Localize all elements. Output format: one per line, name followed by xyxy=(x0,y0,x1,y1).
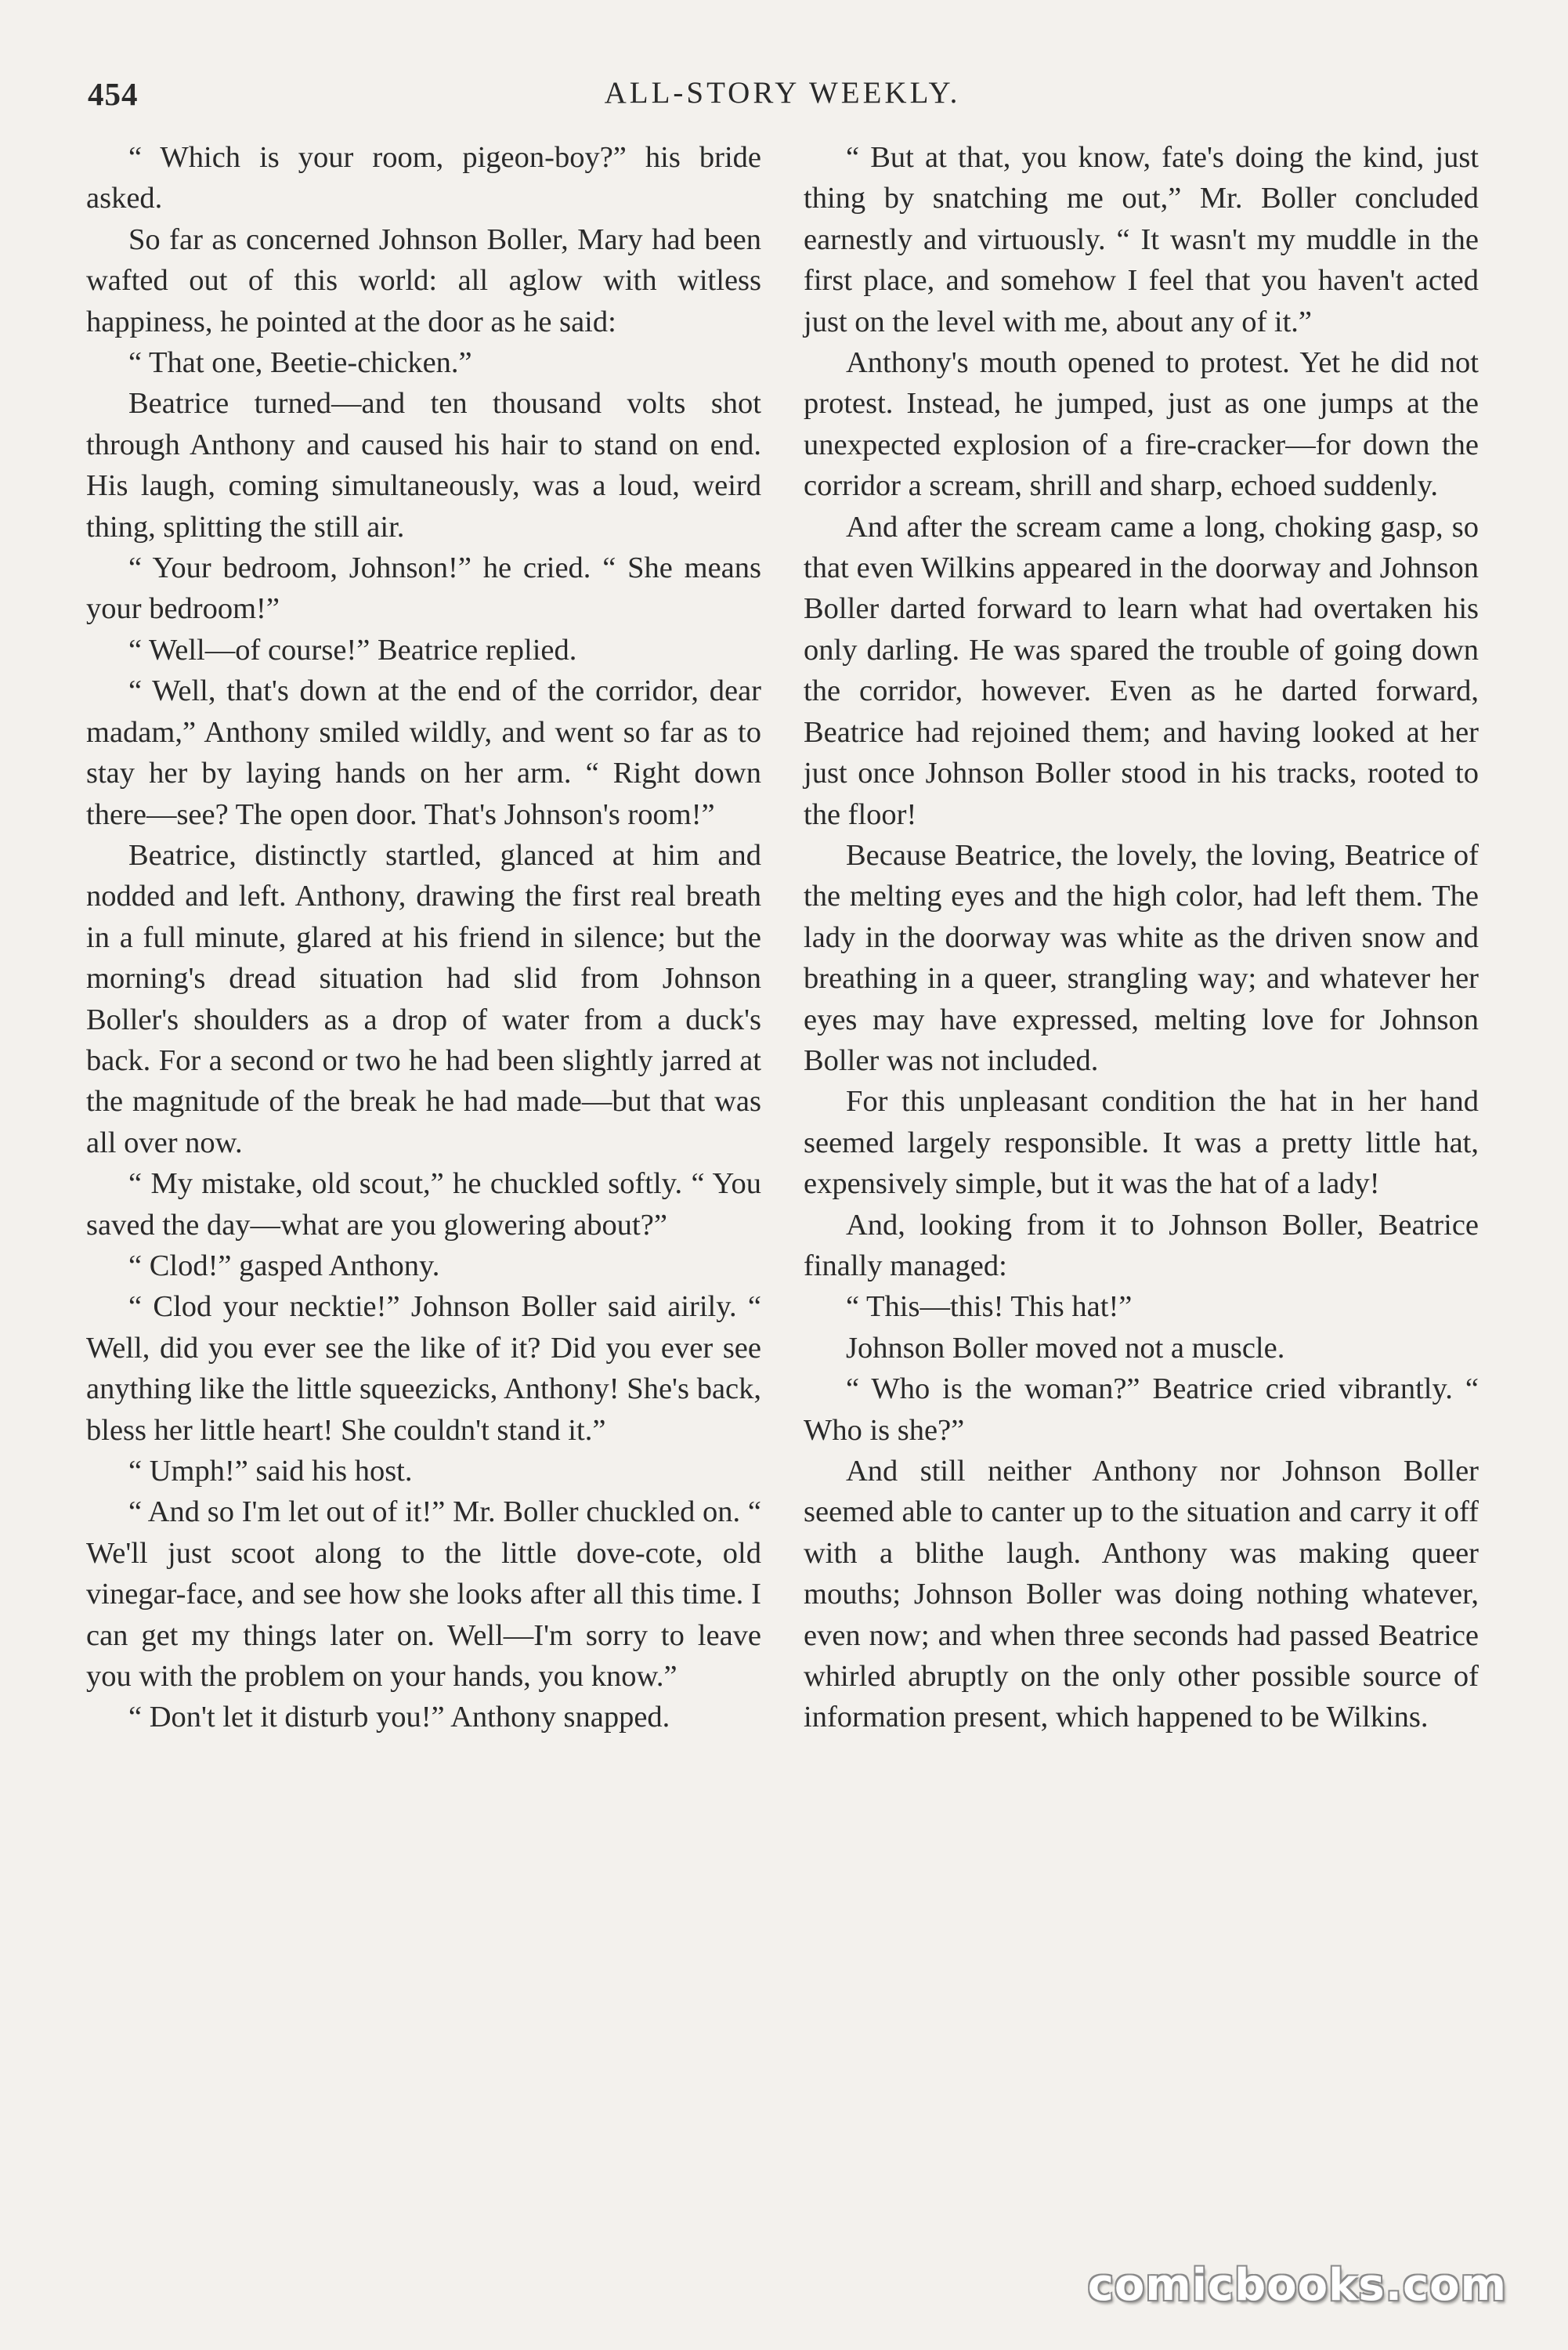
paragraph: “ Which is your room, pigeon-boy?” his bride asked. xyxy=(86,141,761,215)
paragraph: And, looking from it to Johnson Boller, Beatrice finally managed: xyxy=(804,1208,1479,1282)
paragraph: “ Umph!” said his host. xyxy=(128,1455,413,1488)
paragraph: “ Clod!” gasped Anthony. xyxy=(128,1249,440,1282)
paragraph: “ This—this! This hat!” xyxy=(846,1290,1133,1324)
paragraph: Because Beatrice, the lovely, the loving, Beatrice of the melting eyes and the high color, had left them. The lady in the doorway was white as the driven snow and breathing in a queer, strangling way; and whatever her eyes may have expressed, melting love for Johnson Boller was not included. xyxy=(804,838,1479,1077)
paragraph: “ Your bedroom, Johnson!” he cried. “ She means your bedroom!” xyxy=(86,551,761,626)
paragraph: “ My mistake, old scout,” he chuckled softly. “ You saved the day—what are you glowering about?” xyxy=(86,1167,761,1242)
watermark: comicbooks.com xyxy=(1087,2260,1507,2311)
paragraph: Johnson Boller moved not a muscle. xyxy=(846,1331,1285,1365)
paragraph: “ Well, that's down at the end of the corridor, dear madam,” Anthony smiled wildly, and went so far as to stay her by laying hands on her arm. “ Right down there—see? The open door. That's Johnson's room!” xyxy=(86,674,761,831)
right-column xyxy=(804,137,1479,1738)
running-head: ALL-STORY WEEKLY. xyxy=(604,76,961,110)
paragraph: “ Well—of course!” Beatrice replied. xyxy=(128,633,577,667)
paragraph: “ That one, Beetie-chicken.” xyxy=(128,346,472,380)
left-column xyxy=(86,137,761,1738)
paragraph: So far as concerned Johnson Boller, Mary had been wafted out of this world: all aglow with witless happiness, he pointed at the door as he said: xyxy=(86,222,761,338)
paragraph: Anthony's mouth opened to protest. Yet he did not protest. Instead, he jumped, just as one jumps at the unexpected explosion of a fire-cracker—for down the corridor a scream, shrill and sharp, echoed suddenly. xyxy=(804,346,1479,503)
paragraph: “ Don't let it disturb you!” Anthony snapped. xyxy=(128,1701,670,1734)
paragraph: “ Clod your necktie!” Johnson Boller said airily. “ Well, did you ever see the like of it? Did you ever see anything like the little squeezicks, Anthony! She's back, bless her little heart! She couldn't stand it.” xyxy=(86,1290,761,1447)
page-header xyxy=(88,75,1477,122)
paragraph: “ Who is the woman?” Beatrice cried vibrantly. “ Who is she?” xyxy=(804,1372,1479,1447)
paragraph: For this unpleasant condition the hat in her hand seemed largely responsible. It was a pretty little hat, expensively simple, but it was the hat of a lady! xyxy=(804,1085,1479,1201)
paragraph: “ But at that, you know, fate's doing the kind, just thing by snatching me out,” Mr. Boller concluded earnestly and virtuously. “ It wasn't my muddle in the first place, and somehow I feel that you haven't acted just on the level with me, about any of it.” xyxy=(804,141,1479,338)
paragraph: “ And so I'm let out of it!” Mr. Boller chuckled on. “ We'll just scoot along to the little dove-cote, old vinegar-face, and see how she looks after all this time. I can get my things later on. Well—I'm sorry to leave you with the problem on your hands, you know.” xyxy=(86,1495,761,1694)
paragraph: And after the scream came a long, choking gasp, so that even Wilkins appeared in the doorway and Johnson Boller darted forward to learn what had overtaken his only darling. He was spared the trouble of going down the corridor, however. Even as he darted forward, Beatrice had rejoined them; and having looked at her just once Johnson Boller stood in his tracks, rooted to the floor! xyxy=(804,510,1479,831)
paragraph: Beatrice turned—and ten thousand volts shot through Anthony and caused his hair to stand on end. His laugh, coming simultaneously, was a loud, weird thing, splitting the still air. xyxy=(86,387,761,544)
paragraph: Beatrice, distinctly startled, glanced at him and nodded and left. Anthony, drawing the first real breath in a full minute, glared at his friend in silence; but the morning's dread situation had slid from Johnson Boller's shoulders as a drop of water from a duck's back. For a second or two he had been slightly jarred at the magnitude of the break he had made—but that was all over now. xyxy=(86,838,761,1159)
paragraph: And still neither Anthony nor Johnson Boller seemed able to canter up to the situation and carry it off with a blithe laugh. Anthony was making queer mouths; Johnson Boller was doing nothing whatever, even now; and when three seconds had passed Beatrice whirled abruptly on the only other possible source of information present, which happened to be Wilkins. xyxy=(804,1455,1479,1734)
page-number: 454 xyxy=(88,76,139,112)
